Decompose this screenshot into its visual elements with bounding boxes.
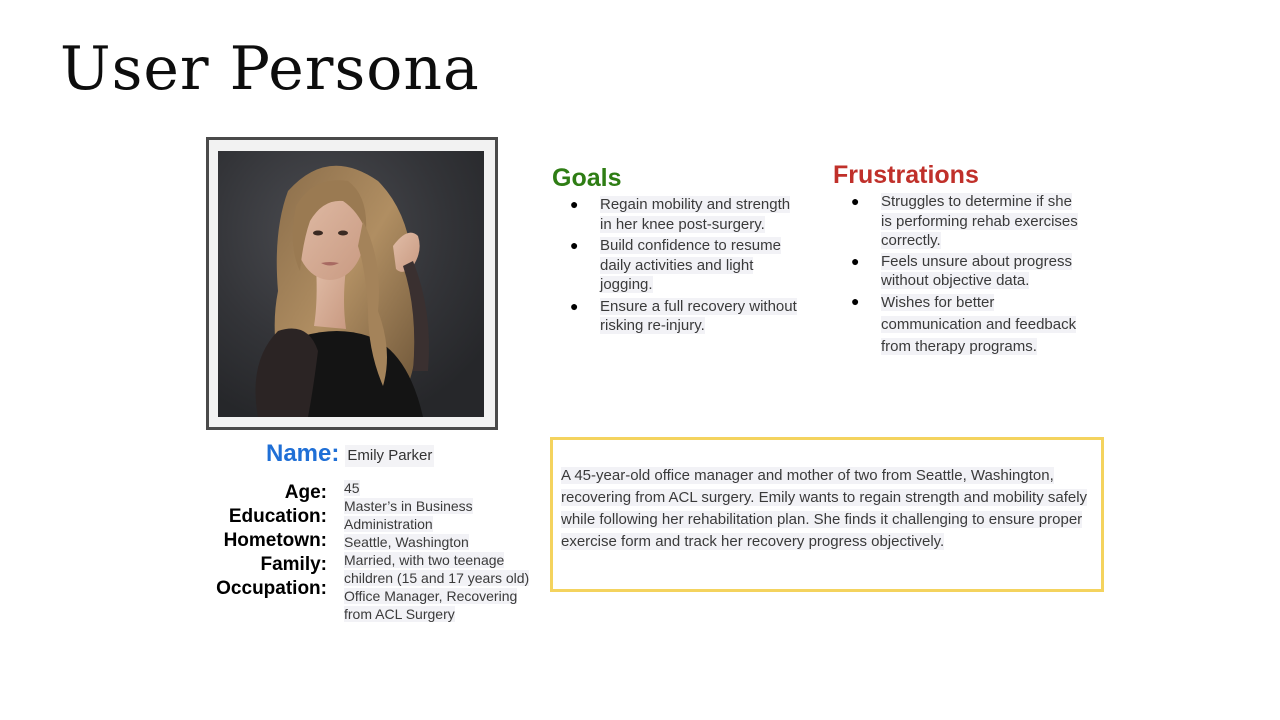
education-label: Education: xyxy=(228,506,327,527)
goals-list xyxy=(570,195,805,338)
frustration-text: Wishes for better communication and feedback from therapy programs. xyxy=(881,293,1077,355)
list-item xyxy=(851,252,1086,291)
persona-photo xyxy=(218,151,484,417)
persona-name-row xyxy=(266,437,434,469)
occupation-label: Occupation: xyxy=(216,578,327,599)
occupation-text: Office Manager, Recovering from ACL Surgery xyxy=(344,588,518,622)
frustrations-title: Frustrations xyxy=(833,161,979,189)
list-item xyxy=(851,192,1086,251)
bullet-dot-icon: ● xyxy=(851,193,860,209)
goal-text: Regain mobility and strength in her knee post-surgery. xyxy=(600,196,791,233)
hometown-text: Seattle, Washington xyxy=(344,534,469,550)
list-item xyxy=(570,297,805,336)
education-text: Master’s in Business Administration xyxy=(344,498,473,532)
frustration-text: Struggles to determine if she is performing rehab exercises correctly. xyxy=(881,193,1078,249)
list-item xyxy=(570,195,805,234)
family-text: Married, with two teenage children (15 and 17 years old) xyxy=(344,552,530,586)
hometown-value xyxy=(344,533,544,551)
list-item xyxy=(570,236,805,295)
bullet-dot-icon: ● xyxy=(851,292,860,309)
bullet-dot-icon: ● xyxy=(570,237,579,253)
goals-title: Goals xyxy=(552,164,622,192)
bio-text xyxy=(561,465,1093,553)
bullet-dot-icon: ● xyxy=(570,297,579,314)
page-title: User Persona xyxy=(60,34,480,104)
frustration-text: Feels unsure about progress without objective data. xyxy=(881,252,1072,289)
age-label: Age: xyxy=(284,482,327,503)
persona-name: Emily Parker xyxy=(345,445,434,467)
age-value xyxy=(344,479,544,497)
occupation-value xyxy=(344,587,534,623)
bullet-dot-icon: ● xyxy=(851,252,860,269)
goal-text: Ensure a full recovery without risking re-injury. xyxy=(600,297,797,334)
bio-text-content: A 45-year-old office manager and mother of two from Seattle, Washington, recovering from ACL surgery. Emily wants to regain strength and mobility safely while following her rehabilitation plan. She finds it challenging to ensure proper exercise form and track her recovery progress objectively. xyxy=(561,467,1088,550)
bio-box xyxy=(550,437,1104,592)
family-value xyxy=(344,551,544,587)
name-label: Name: xyxy=(266,440,340,467)
education-value xyxy=(344,497,494,533)
family-label: Family: xyxy=(260,554,327,575)
persona-photo-frame xyxy=(206,137,498,430)
age-text: 45 xyxy=(344,480,360,496)
frustrations-list xyxy=(851,192,1086,359)
hometown-label: Hometown: xyxy=(223,530,327,551)
bullet-dot-icon: ● xyxy=(570,196,579,212)
list-item xyxy=(851,292,1086,358)
goal-text: Build confidence to resume daily activities and light jogging. xyxy=(600,237,781,293)
